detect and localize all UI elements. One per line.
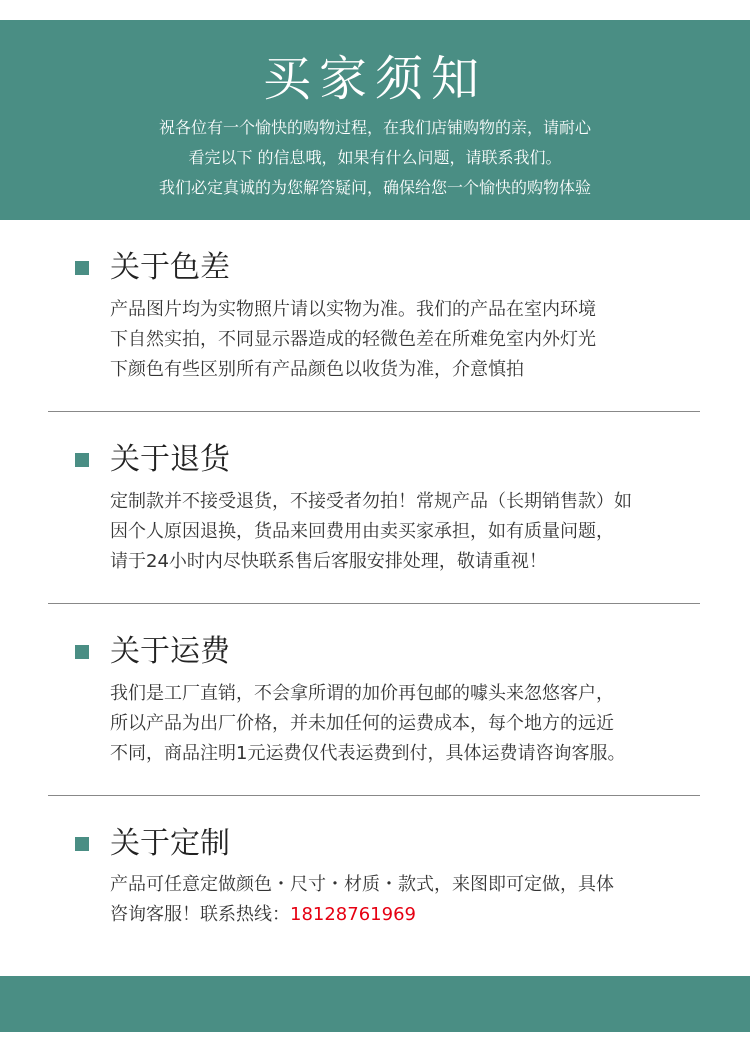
section-text-line: 定制款并不接受退货，不接受者勿拍！常规产品（长期销售款）如 (110, 491, 632, 512)
header-banner (0, 20, 750, 220)
divider (48, 411, 700, 412)
phone-number[interactable]: 18128761969 (290, 904, 416, 925)
section-title: 关于定制 (110, 826, 230, 861)
intro-line-3: 我们必定真诚的为您解答疑问，确保给您一个愉快的购物体验 (158, 178, 591, 197)
section-text-line: 因个人原因退换，货品来回费用由卖买家承担，如有质量问题， (110, 521, 614, 542)
square-bullet-icon (75, 837, 89, 851)
page-title: 买家须知 (262, 51, 487, 107)
square-bullet-icon (75, 645, 89, 659)
intro-line-1: 祝各位有一个愉快的购物过程，在我们店铺购物的亲，请耐心 (158, 118, 591, 137)
contact-label: 咨询客服！联系热线： (110, 904, 290, 925)
section-text-line: 下颜色有些区别所有产品颜色以收货为准，介意慎拍 (110, 359, 524, 380)
footer-bar (0, 976, 750, 1032)
section-text-line: 所以产品为出厂价格，并未加任何的运费成本，每个地方的远近 (110, 713, 614, 734)
section-text-line: 产品可任意定做颜色・尺寸・材质・款式，来图即可定做，具体 (110, 874, 614, 895)
square-bullet-icon (75, 261, 89, 275)
section-text-line: 不同，商品注明1元运费仅代表运费到付，具体运费请咨询客服。 (110, 743, 626, 764)
contact-line (110, 903, 416, 927)
section-title: 关于运费 (110, 634, 230, 669)
section-text-line: 我们是工厂直销，不会拿所谓的加价再包邮的噱头来忽悠客户， (110, 683, 614, 704)
divider (48, 795, 700, 796)
section-title: 关于色差 (110, 250, 230, 285)
square-bullet-icon (75, 453, 89, 467)
intro-line-2: 看完以下 的信息哦，如果有什么问题，请联系我们。 (188, 148, 562, 167)
section-text-line: 产品图片均为实物照片请以实物为准。我们的产品在室内环境 (110, 299, 596, 320)
section-text-line: 请于24小时内尽快联系售后客服安排处理，敬请重视！ (110, 551, 547, 572)
section-title: 关于退货 (110, 442, 230, 477)
section-text-line: 下自然实拍，不同显示器造成的轻微色差在所难免室内外灯光 (110, 329, 596, 350)
divider (48, 603, 700, 604)
